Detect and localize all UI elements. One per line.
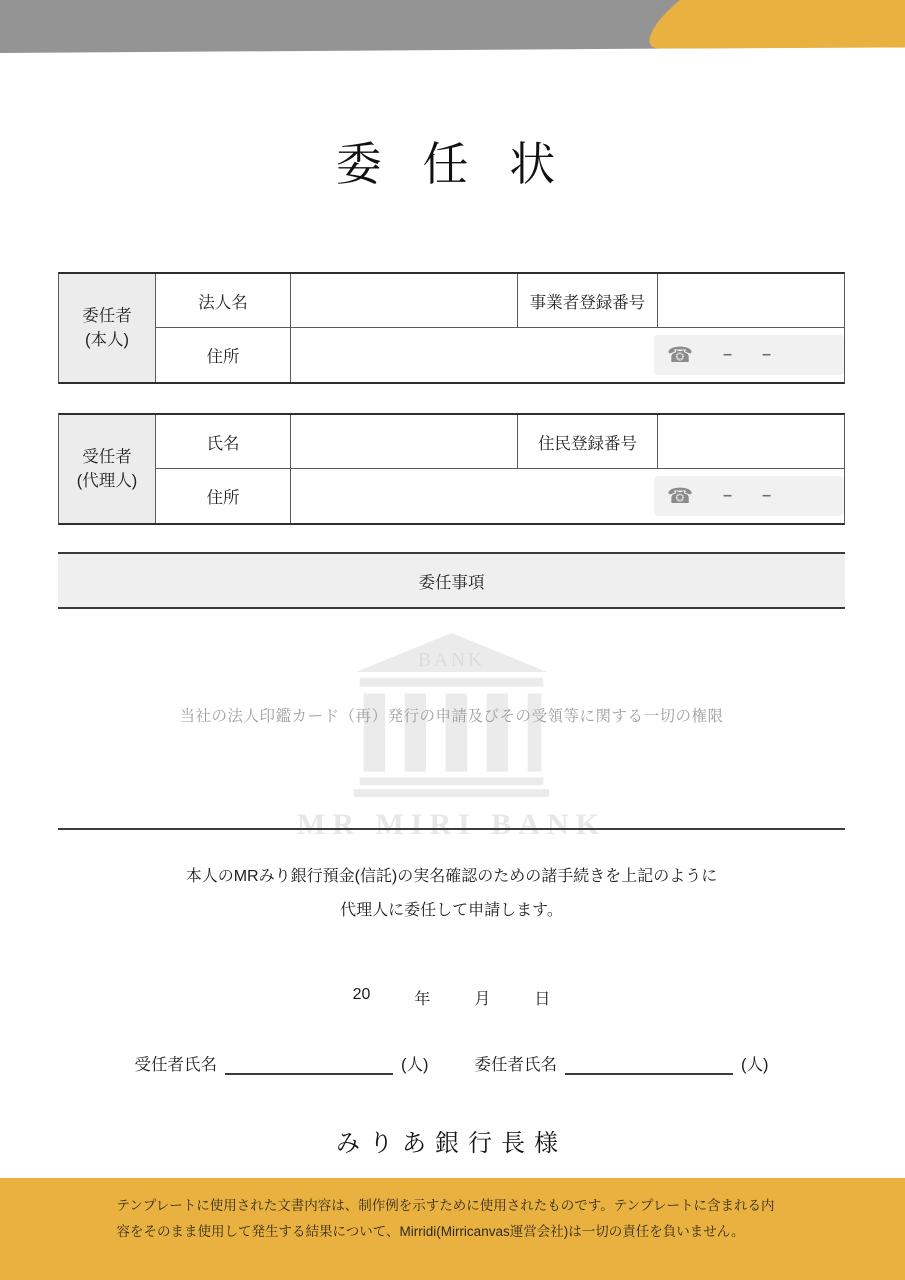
delegate-registration-field[interactable] <box>658 415 844 469</box>
mandate-section-header: 委任事項 <box>58 552 845 609</box>
content-column <box>58 272 845 1158</box>
footer-disclaimer-line1: テンプレートに使用された文書内容は、制作例を示すために使用されたものです。テンプレートに含まれる内 <box>116 1198 775 1213</box>
footer-disclaimer <box>117 1178 789 1245</box>
header-band-graphic <box>0 0 905 56</box>
addressee-line: みりあ銀行長様 <box>336 1130 567 1157</box>
delegator-registration-field[interactable] <box>658 274 844 328</box>
delegator-name-field[interactable] <box>291 274 518 328</box>
phone-dash: – <box>762 346 771 363</box>
delegator-signature-label: 委任者氏名 <box>474 1056 557 1074</box>
delegator-table <box>58 272 845 384</box>
delegate-table <box>58 413 845 525</box>
delegator-address-label: 住所 <box>156 328 291 382</box>
delegate-signature-line[interactable] <box>225 1055 393 1075</box>
telephone-icon: ☎ <box>667 343 694 367</box>
delegator-address-field[interactable] <box>291 328 844 382</box>
watermark-bank-name: MR MIRI BANK <box>297 808 606 841</box>
header-band <box>0 0 905 56</box>
date-line <box>58 986 845 1009</box>
phone-dash: – <box>723 346 733 363</box>
footer-band <box>0 1178 905 1280</box>
telephone-icon: ☎ <box>667 484 694 508</box>
delegate-phone-box[interactable] <box>654 476 844 516</box>
date-day-label: 日 <box>534 991 551 1008</box>
delegator-phone-box[interactable] <box>654 335 844 375</box>
horizontal-rule <box>58 828 845 830</box>
delegate-name-field[interactable] <box>291 415 518 469</box>
delegator-party-line1: 委任者 <box>82 307 132 325</box>
delegator-name-label: 法人名 <box>156 274 291 328</box>
delegate-signature-label: 受任者氏名 <box>134 1056 217 1074</box>
delegate-party-cell <box>59 415 156 523</box>
delegator-party-line2: (本人) <box>85 331 129 349</box>
delegator-registration-label: 事業者登録番号 <box>518 274 658 328</box>
signature-row <box>58 1051 845 1075</box>
delegate-seal-label: (人) <box>401 1056 429 1074</box>
delegate-address-field[interactable] <box>291 469 844 523</box>
header-yellow-shape <box>649 0 905 49</box>
delegate-party-line2: (代理人) <box>76 472 138 490</box>
mandate-body-text: 当社の法人印鑑カード（再）発行の申請及びその受領等に関する一切の権限 <box>179 708 724 725</box>
date-year-label: 年 <box>414 991 431 1008</box>
delegator-signature-group <box>475 1051 769 1075</box>
delegate-signature-group <box>135 1051 429 1075</box>
page-title: 委 任 状 <box>335 138 570 190</box>
watermark-bank-label: BANK <box>417 650 486 672</box>
delegate-party-line1: 受任者 <box>82 448 132 466</box>
delegator-signature-line[interactable] <box>565 1055 733 1075</box>
delegator-party-cell <box>59 274 156 382</box>
declaration-line1: 本人のMRみり銀行預金(信託)の実名確認のための諸手続きを上記のように <box>185 868 718 885</box>
declaration-paragraph <box>58 860 845 928</box>
phone-dash: – <box>723 487 733 504</box>
delegate-name-label: 氏名 <box>156 415 291 469</box>
delegate-address-label: 住所 <box>156 469 291 523</box>
date-prefix[interactable]: 20 <box>352 986 371 1003</box>
delegate-registration-label: 住民登録番号 <box>518 415 658 469</box>
phone-dash: – <box>762 487 771 504</box>
delegator-seal-label: (人) <box>741 1056 769 1074</box>
bank-watermark <box>297 631 606 842</box>
date-month-label: 月 <box>474 991 491 1008</box>
declaration-line2: 代理人に委任して申請します。 <box>340 902 563 919</box>
footer-disclaimer-line2: 容をそのまま使用して発生する結果について、Mirridi(Mirricanvas運営会社)は一切の責任を負いません。 <box>116 1224 745 1239</box>
mandate-body-zone <box>58 609 845 841</box>
